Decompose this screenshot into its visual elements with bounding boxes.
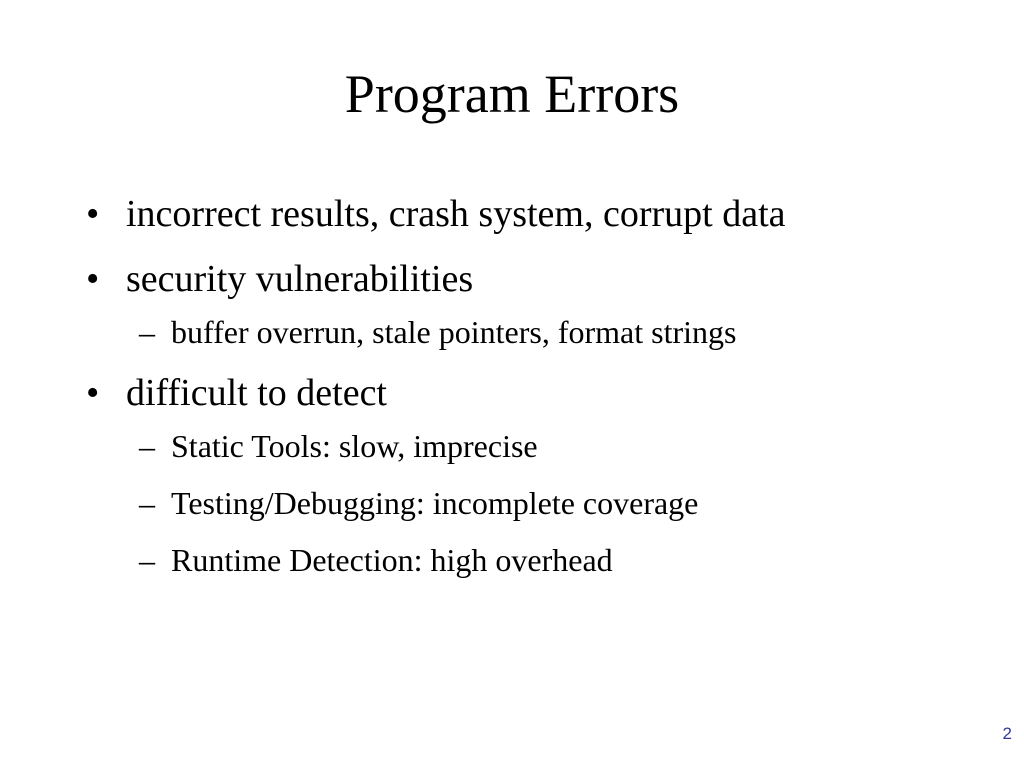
bullet-item	[86, 190, 986, 238]
slide-title: Program Errors	[344, 64, 680, 124]
bullet-list	[86, 190, 986, 597]
dash-marker: –	[139, 314, 155, 350]
sub-bullet-item	[86, 483, 986, 523]
sub-bullet-list	[86, 312, 986, 352]
bullet-marker: •	[86, 372, 100, 414]
bullet-text: incorrect results, crash system, corrupt data	[126, 193, 786, 235]
bullet-text: security vulnerabilities	[126, 258, 474, 300]
bullet-text: difficult to detect	[126, 372, 387, 414]
dash-marker: –	[139, 428, 155, 464]
bullet-marker: •	[86, 258, 100, 300]
sub-bullet-text: buffer overrun, stale pointers, format strings	[171, 314, 737, 350]
dash-marker: –	[139, 485, 155, 521]
dash-marker: –	[139, 542, 155, 578]
sub-bullet-group	[86, 426, 986, 580]
bullet-marker: •	[86, 193, 100, 235]
sub-bullet-group	[86, 312, 986, 352]
sub-bullet-item	[86, 426, 986, 466]
sub-bullet-item	[86, 312, 986, 352]
sub-bullet-text: Testing/Debugging: incomplete coverage	[171, 485, 699, 521]
page-number: 2	[1002, 724, 1012, 743]
sub-bullet-text: Static Tools: slow, imprecise	[171, 428, 538, 464]
bullet-item	[86, 255, 986, 303]
bullet-item	[86, 369, 986, 417]
sub-bullet-item	[86, 540, 986, 580]
sub-bullet-list	[86, 426, 986, 580]
sub-bullet-text: Runtime Detection: high overhead	[171, 542, 613, 578]
